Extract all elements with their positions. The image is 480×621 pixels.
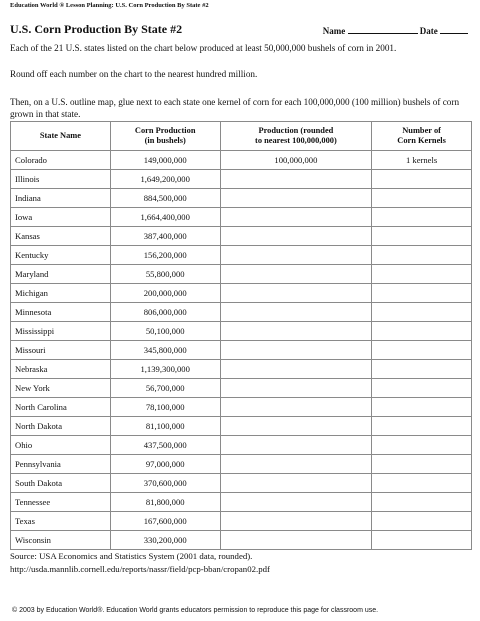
corn-production-cell: 97,000,000 [110, 455, 220, 474]
rounded-production-cell[interactable] [220, 341, 372, 360]
corn-production-cell: 330,200,000 [110, 531, 220, 550]
corn-production-cell: 806,000,000 [110, 303, 220, 322]
header-corn-production: Corn Production (in bushels) [110, 122, 220, 151]
state-name-cell: Missouri [11, 341, 111, 360]
header-state-name: State Name [11, 122, 111, 151]
table-row [11, 170, 472, 189]
rounded-production-cell[interactable] [220, 474, 372, 493]
corn-production-cell: 1,664,400,000 [110, 208, 220, 227]
rounded-production-cell[interactable] [220, 417, 372, 436]
rounded-production-cell[interactable] [220, 455, 372, 474]
kernel-count-cell[interactable] [372, 265, 472, 284]
state-name-cell: Maryland [11, 265, 111, 284]
table-row [11, 360, 472, 379]
table-row [11, 265, 472, 284]
corn-production-cell: 56,700,000 [110, 379, 220, 398]
date-blank[interactable] [440, 25, 468, 34]
kernel-count-cell[interactable] [372, 493, 472, 512]
state-name-cell: Indiana [11, 189, 111, 208]
kernel-count-cell[interactable] [372, 284, 472, 303]
instructions-paragraph-2: Round off each number on the chart to the nearest hundred million. [10, 69, 258, 79]
kernel-count-cell[interactable] [372, 341, 472, 360]
source-url[interactable]: http://usda.mannlib.cornell.edu/reports/nassr/field/pcp-bban/cropan02.pdf [10, 563, 270, 574]
rounded-production-cell[interactable] [220, 398, 372, 417]
state-name-cell: Colorado [11, 151, 111, 170]
kernel-count-cell[interactable] [372, 398, 472, 417]
kernel-count-cell[interactable]: 1 kernels [372, 151, 472, 170]
rounded-production-cell[interactable] [220, 360, 372, 379]
rounded-production-cell[interactable] [220, 189, 372, 208]
kernel-count-cell[interactable] [372, 436, 472, 455]
page-title: U.S. Corn Production By State #2 [10, 22, 183, 36]
state-name-cell: Kansas [11, 227, 111, 246]
rounded-production-cell[interactable] [220, 246, 372, 265]
state-name-cell: North Carolina [11, 398, 111, 417]
name-blank[interactable] [348, 25, 418, 34]
state-name-cell: Ohio [11, 436, 111, 455]
state-name-cell: Nebraska [11, 360, 111, 379]
corn-production-cell: 1,649,200,000 [110, 170, 220, 189]
kernel-count-cell[interactable] [372, 455, 472, 474]
table-row [11, 493, 472, 512]
state-name-cell: Michigan [11, 284, 111, 303]
kernel-count-cell[interactable] [372, 322, 472, 341]
table-header-row [11, 122, 472, 151]
table-row [11, 417, 472, 436]
state-name-cell: Texas [11, 512, 111, 531]
corn-production-cell: 81,800,000 [110, 493, 220, 512]
table-row [11, 284, 472, 303]
corn-production-cell: 156,200,000 [110, 246, 220, 265]
rounded-production-cell[interactable] [220, 512, 372, 531]
state-name-cell: Iowa [11, 208, 111, 227]
kernel-count-cell[interactable] [372, 474, 472, 493]
corn-production-cell: 81,100,000 [110, 417, 220, 436]
table-row [11, 322, 472, 341]
state-name-cell: Tennessee [11, 493, 111, 512]
header-number-of-kernels: Number of Corn Kernels [372, 122, 472, 151]
copyright-footer: © 2003 by Education World®. Education World grants educators permission to reproduce this page for classroom use. [12, 607, 379, 614]
table-row [11, 189, 472, 208]
corn-production-cell: 149,000,000 [110, 151, 220, 170]
corn-production-cell: 200,000,000 [110, 284, 220, 303]
table-row [11, 246, 472, 265]
table-row [11, 512, 472, 531]
rounded-production-cell[interactable] [220, 265, 372, 284]
rounded-production-cell[interactable] [220, 493, 372, 512]
kernel-count-cell[interactable] [372, 303, 472, 322]
kernel-count-cell[interactable] [372, 512, 472, 531]
rounded-production-cell[interactable] [220, 379, 372, 398]
table-row [11, 341, 472, 360]
state-name-cell: Pennsylvania [11, 455, 111, 474]
corn-production-cell: 345,800,000 [110, 341, 220, 360]
state-name-cell: Illinois [11, 170, 111, 189]
table-row [11, 208, 472, 227]
kernel-count-cell[interactable] [372, 360, 472, 379]
state-name-cell: North Dakota [11, 417, 111, 436]
kernel-count-cell[interactable] [372, 417, 472, 436]
corn-production-cell: 437,500,000 [110, 436, 220, 455]
state-name-cell: Wisconsin [11, 531, 111, 550]
state-name-cell: Minnesota [11, 303, 111, 322]
corn-production-cell: 370,600,000 [110, 474, 220, 493]
corn-production-cell: 55,800,000 [110, 265, 220, 284]
kernel-count-cell[interactable] [372, 379, 472, 398]
rounded-production-cell[interactable] [220, 303, 372, 322]
table-row [11, 531, 472, 550]
table-row [11, 398, 472, 417]
rounded-production-cell[interactable] [220, 227, 372, 246]
kernel-count-cell[interactable] [372, 170, 472, 189]
rounded-production-cell[interactable] [220, 322, 372, 341]
rounded-production-cell[interactable] [220, 436, 372, 455]
table-row [11, 227, 472, 246]
table-row [11, 436, 472, 455]
kernel-count-cell[interactable] [372, 227, 472, 246]
state-name-cell: New York [11, 379, 111, 398]
source-citation: Source: USA Economics and Statistics System (2001 data, rounded). [10, 551, 253, 561]
rounded-production-cell[interactable] [220, 208, 372, 227]
header-production-rounded: Production (rounded to nearest 100,000,000) [220, 122, 372, 151]
rounded-production-cell[interactable] [220, 531, 372, 550]
table-row [11, 379, 472, 398]
name-date-fields [323, 25, 468, 36]
corn-production-cell: 78,100,000 [110, 398, 220, 417]
instructions-paragraph-1: Each of the 21 U.S. states listed on the chart below produced at least 50,000,000 bushels of corn in 2001. [10, 43, 397, 53]
rounded-production-cell[interactable]: 100,000,000 [220, 151, 372, 170]
worksheet-header-line: Education World ® Lesson Planning: U.S. Corn Production By State #2 [10, 2, 209, 9]
state-name-cell: South Dakota [11, 474, 111, 493]
state-name-cell: Kentucky [11, 246, 111, 265]
date-label: Date [419, 26, 438, 36]
corn-production-cell: 50,100,000 [110, 322, 220, 341]
table-row [11, 151, 472, 170]
table-row [11, 303, 472, 322]
kernel-count-cell[interactable] [372, 189, 472, 208]
kernel-count-cell[interactable] [372, 208, 472, 227]
instructions-paragraph-3: Then, on a U.S. outline map, glue next to each state one kernel of corn for each 100,000,000 (100 million) bushels of corn grown in that state. [10, 97, 460, 119]
corn-production-cell: 387,400,000 [110, 227, 220, 246]
kernel-count-cell[interactable] [372, 531, 472, 550]
corn-production-table [10, 121, 472, 550]
state-name-cell: Mississippi [11, 322, 111, 341]
corn-production-cell: 1,139,300,000 [110, 360, 220, 379]
name-label: Name [322, 26, 346, 36]
source-note [10, 550, 270, 575]
corn-production-cell: 884,500,000 [110, 189, 220, 208]
table-row [11, 455, 472, 474]
rounded-production-cell[interactable] [220, 284, 372, 303]
corn-production-cell: 167,600,000 [110, 512, 220, 531]
table-row [11, 474, 472, 493]
kernel-count-cell[interactable] [372, 246, 472, 265]
rounded-production-cell[interactable] [220, 170, 372, 189]
